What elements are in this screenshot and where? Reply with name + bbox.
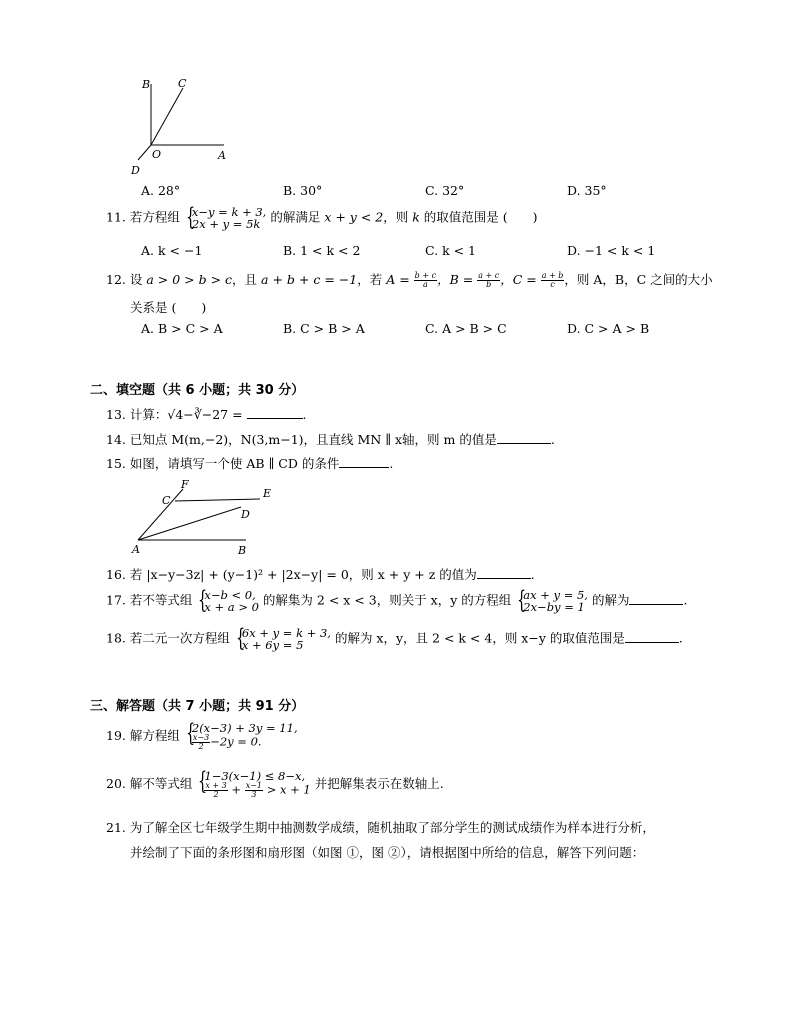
q20-frac2-num: x−1 bbox=[245, 781, 263, 790]
q19-system bbox=[184, 722, 298, 751]
q20-system bbox=[196, 770, 310, 799]
q12-text-b: ，且 bbox=[232, 272, 258, 287]
label-b: B bbox=[142, 78, 151, 91]
q17-number: 17. bbox=[106, 592, 126, 608]
q18-end: . bbox=[678, 630, 683, 646]
q10-option-b: B. 30° bbox=[283, 183, 323, 198]
label-c: C bbox=[162, 494, 171, 507]
q19-frac-den: 2 bbox=[198, 742, 204, 751]
q19-frac-num: x−3 bbox=[192, 733, 210, 742]
q18-blank[interactable] bbox=[625, 630, 679, 643]
q10-option-d: D. 35° bbox=[567, 183, 607, 198]
q17-blank[interactable] bbox=[629, 592, 683, 605]
q11-system bbox=[184, 206, 266, 230]
q13 bbox=[106, 405, 307, 423]
ray-od bbox=[138, 145, 151, 160]
q13-number: 13. bbox=[106, 407, 126, 422]
q18-eq1: { 6x + y = k + 3, bbox=[241, 626, 331, 640]
q17-eq2: x + a > 0 bbox=[204, 600, 259, 614]
q19-pre: 解方程组 bbox=[129, 728, 180, 743]
q20-frac-2 bbox=[245, 782, 263, 799]
q20-number: 20. bbox=[106, 776, 126, 791]
q20-frac2-den: 3 bbox=[251, 790, 257, 799]
q15-text: 如图，请填写一个使 AB ∥ CD 的条件 bbox=[129, 456, 340, 471]
q12-a-num: b + c bbox=[414, 271, 437, 280]
q14-blank[interactable] bbox=[497, 431, 551, 444]
q16-text: 若 |x−y−3z| + (y−1)² + |2x−y| = 0，则 x + y + z 的值为 bbox=[129, 567, 477, 582]
q14 bbox=[106, 430, 555, 448]
q20-eq2 bbox=[204, 782, 310, 799]
label-d: D bbox=[241, 508, 250, 521]
q11-option-b: B. 1 < k < 2 bbox=[283, 243, 361, 258]
q12-text-c: ，若 bbox=[357, 272, 383, 287]
q19-number: 19. bbox=[106, 728, 126, 743]
q17-mid: 的解集为 2 < x < 3，则关于 x，y 的方程组 bbox=[262, 592, 512, 608]
q19-eq2-rest: −2y = 0. bbox=[210, 734, 262, 749]
q16-blank[interactable] bbox=[477, 566, 531, 579]
q12-b-den: b bbox=[486, 280, 492, 289]
q12-line2: 关系是 ( ) bbox=[130, 300, 207, 315]
q12-b-frac bbox=[477, 272, 500, 289]
q11-post2: ，则 bbox=[383, 209, 409, 225]
q20-eq1: { 1−3(x−1) ≤ 8−x, bbox=[204, 769, 306, 783]
q12-cond2: a + b + c = −1 bbox=[261, 272, 358, 287]
q17 bbox=[106, 589, 687, 613]
q18-eq2: x + 6y = 5 bbox=[241, 638, 304, 652]
q11-post3: 的取值范围是 ( ) bbox=[423, 209, 538, 225]
q17-pre: 若不等式组 bbox=[129, 592, 193, 608]
q14-number: 14. bbox=[106, 432, 126, 447]
q19-frac bbox=[192, 734, 210, 751]
label-a: A bbox=[218, 149, 226, 162]
q20-eq2-rest: > x + 1 bbox=[266, 782, 311, 797]
q11-number: 11. bbox=[106, 209, 126, 225]
q11-eq2: 2x + y = 5k bbox=[191, 217, 261, 231]
q14-end: . bbox=[550, 432, 555, 447]
q12-c-num: a + b bbox=[541, 271, 564, 280]
q17-end: . bbox=[683, 592, 688, 608]
q13-blank[interactable] bbox=[247, 406, 303, 419]
q12-option-b: B. C > B > A bbox=[283, 321, 365, 336]
label-o: O bbox=[152, 148, 162, 161]
q17-system-1 bbox=[196, 589, 259, 613]
q12-text-d: ，则 A，B，C 之间的大小 bbox=[564, 272, 713, 287]
q18-pre: 若二元一次方程组 bbox=[129, 630, 230, 646]
q12-a-lhs: A = bbox=[386, 272, 410, 287]
q20-plus: + bbox=[231, 782, 242, 797]
line-ad bbox=[138, 507, 241, 540]
q20 bbox=[106, 770, 444, 799]
q12-c-frac bbox=[541, 272, 565, 289]
q12-text-a: 设 bbox=[129, 272, 143, 287]
q18-number: 18. bbox=[106, 630, 126, 646]
q21-text-1: 为了解全区七年级学生期中抽测数学成绩，随机抽取了部分学生的测试成绩作为样本进行分析， bbox=[129, 820, 655, 835]
q19-eq2 bbox=[192, 734, 298, 751]
q12-option-c: C. A > B > C bbox=[425, 321, 507, 336]
section-2-title: 二、填空题（共 6 小题；共 30 分） bbox=[90, 383, 305, 398]
q12-a-den: a bbox=[422, 280, 428, 289]
q21-number: 21. bbox=[106, 820, 126, 835]
q14-text: 已知点 M(m,−2)，N(3,m−1)，且直线 MN ∥ x轴，则 m 的值是 bbox=[129, 432, 497, 447]
q15-blank[interactable] bbox=[339, 455, 389, 468]
label-b: B bbox=[238, 544, 247, 557]
q11-post: 的解满足 bbox=[270, 209, 321, 225]
q11 bbox=[106, 206, 538, 230]
q12-option-d: D. C > A > B bbox=[567, 321, 650, 336]
q20-frac1-num: x + 3 bbox=[205, 781, 227, 790]
label-a: A bbox=[132, 543, 140, 556]
q17-post: 的解为 bbox=[591, 592, 630, 608]
q17-eq3: { ax + y = 5, bbox=[523, 588, 588, 602]
q16 bbox=[106, 565, 535, 583]
label-f: F bbox=[181, 478, 189, 491]
label-c: C bbox=[178, 77, 187, 90]
q19-eq1: { 2(x−3) + 3y = 11, bbox=[191, 721, 298, 735]
q15 bbox=[106, 454, 393, 472]
q12-b-lhs: ，B = bbox=[437, 272, 474, 287]
q21-line1 bbox=[106, 818, 655, 836]
q11-option-d: D. −1 < k < 1 bbox=[567, 243, 656, 258]
q15-number: 15. bbox=[106, 456, 126, 471]
q12-b-num: a + c bbox=[478, 271, 500, 280]
q16-number: 16. bbox=[106, 567, 126, 582]
q11-cond: x + y < 2 bbox=[324, 209, 384, 225]
q20-pre: 解不等式组 bbox=[129, 776, 193, 791]
q12-option-a: A. B > C > A bbox=[141, 321, 223, 336]
q21-line2: 并绘制了下面的条形图和扇形图（如图 ①，图 ②），请根据图中所给的信息，解答下列问题： bbox=[130, 845, 645, 860]
q19 bbox=[106, 722, 298, 751]
q20-frac1-den: 2 bbox=[213, 790, 219, 799]
line-ce bbox=[175, 499, 260, 501]
q11-option-a: A. k < −1 bbox=[141, 243, 203, 258]
q12-cond1: a > 0 > b > c bbox=[146, 272, 233, 287]
label-d: D bbox=[131, 164, 140, 177]
q10-option-c: C. 32° bbox=[425, 183, 465, 198]
q11-eq1: { x−y = k + 3, bbox=[191, 205, 267, 219]
q18 bbox=[106, 627, 683, 651]
q15-end: . bbox=[389, 456, 394, 471]
q12-a-frac bbox=[414, 272, 437, 289]
q13-end: . bbox=[302, 407, 307, 422]
q11-var: k bbox=[412, 209, 420, 225]
q17-eq4: 2x−by = 1 bbox=[523, 600, 585, 614]
q11-pre: 若方程组 bbox=[129, 209, 180, 225]
q10-figure bbox=[128, 72, 238, 180]
q10-option-a: A. 28° bbox=[141, 183, 181, 198]
q20-post: 并把解集表示在数轴上. bbox=[314, 776, 444, 791]
label-e: E bbox=[263, 487, 272, 500]
q15-figure bbox=[128, 476, 288, 558]
q18-system bbox=[234, 627, 331, 651]
q12-c-den: c bbox=[550, 280, 555, 289]
q20-frac-1 bbox=[204, 782, 227, 799]
q11-option-c: C. k < 1 bbox=[425, 243, 477, 258]
q18-post: 的解为 x，y，且 2 < k < 4，则 x−y 的取值范围是 bbox=[334, 630, 625, 646]
q16-end: . bbox=[530, 567, 535, 582]
ray-oc bbox=[151, 88, 183, 145]
q17-eq1: { x−b < 0, bbox=[204, 588, 256, 602]
section-3-title: 三、解答题（共 7 小题；共 91 分） bbox=[90, 699, 305, 714]
q12-number: 12. bbox=[106, 272, 126, 287]
q12-line1 bbox=[106, 270, 713, 289]
q17-system-2 bbox=[515, 589, 588, 613]
q13-text: 计算：√4−∛−27 = bbox=[129, 407, 243, 422]
q12-c-lhs: ，C = bbox=[500, 272, 537, 287]
